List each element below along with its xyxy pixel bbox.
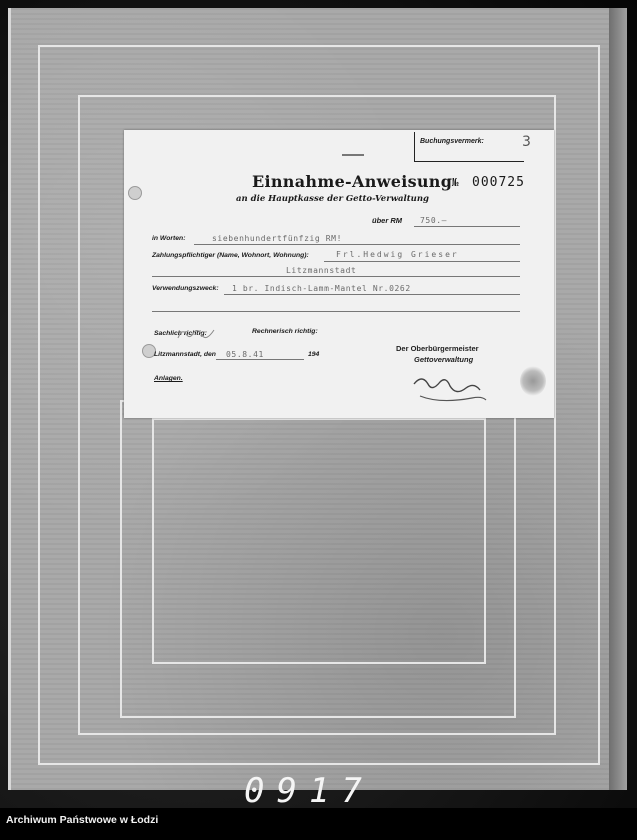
words-label: in Worten:: [152, 235, 186, 242]
factual-check-label: Sachlich richtig:: [154, 330, 207, 337]
folder-number: [244, 770, 404, 808]
year-prefix: 194: [308, 351, 320, 358]
words-rule: [194, 244, 520, 245]
amount-value: 750.—: [420, 216, 448, 225]
stamp-line-2: Gettoverwaltung: [414, 355, 474, 364]
document-number-label: №: [452, 176, 459, 189]
amount-rule: [414, 226, 520, 227]
archive-credit: Archiwum Państwowe w Łodzi: [6, 814, 159, 826]
paper-stain: [520, 366, 546, 396]
words-value: siebenhundertfünfzig RM!: [212, 234, 342, 243]
purpose-label: Verwendungszweck:: [152, 285, 219, 292]
document-title: Einnahme-Anweisung: [252, 172, 453, 191]
board-edge-shadow: [609, 8, 627, 790]
booking-note-box: [414, 132, 524, 162]
booking-note-label: Buchungsvermerk:: [420, 138, 484, 145]
payer-city: Litzmannstadt: [286, 266, 357, 275]
receipt-card: [124, 130, 554, 418]
frame-innermost: [152, 418, 486, 664]
signature-icon: [410, 370, 490, 406]
payer-value: Frl.Hedwig Grieser: [336, 250, 459, 259]
folder-number-text: 0917: [244, 771, 374, 808]
punch-hole-icon: [128, 186, 142, 200]
pencil-page-number: 3: [522, 134, 531, 150]
pencil-dash: [342, 154, 364, 156]
place-label: Litzmannstadt, den: [154, 351, 216, 358]
stamp-line-1: Der Oberbürgermeister: [396, 344, 479, 353]
blank-rule: [152, 311, 520, 312]
payer-label: Zahlungspflichtiger (Name, Wohnort, Wohnung):: [152, 252, 309, 259]
document-number: 000725: [472, 175, 525, 190]
purpose-value: 1 br. Indisch-Lamm-Mantel Nr.0262: [232, 284, 411, 293]
calc-check-label: Rechnerisch richtig:: [252, 328, 318, 335]
amount-label: über RM: [372, 216, 402, 225]
date-rule: [216, 359, 304, 360]
payer-city-rule: [152, 276, 520, 277]
attachments-label: Anlagen.: [154, 375, 183, 382]
payer-rule: [324, 261, 520, 262]
purpose-rule: [224, 294, 520, 295]
pencil-initials-icon: [176, 326, 216, 340]
document-subtitle: an die Hauptkasse der Getto-Verwaltung: [236, 194, 429, 204]
date-value: 05.8.41: [226, 350, 264, 359]
